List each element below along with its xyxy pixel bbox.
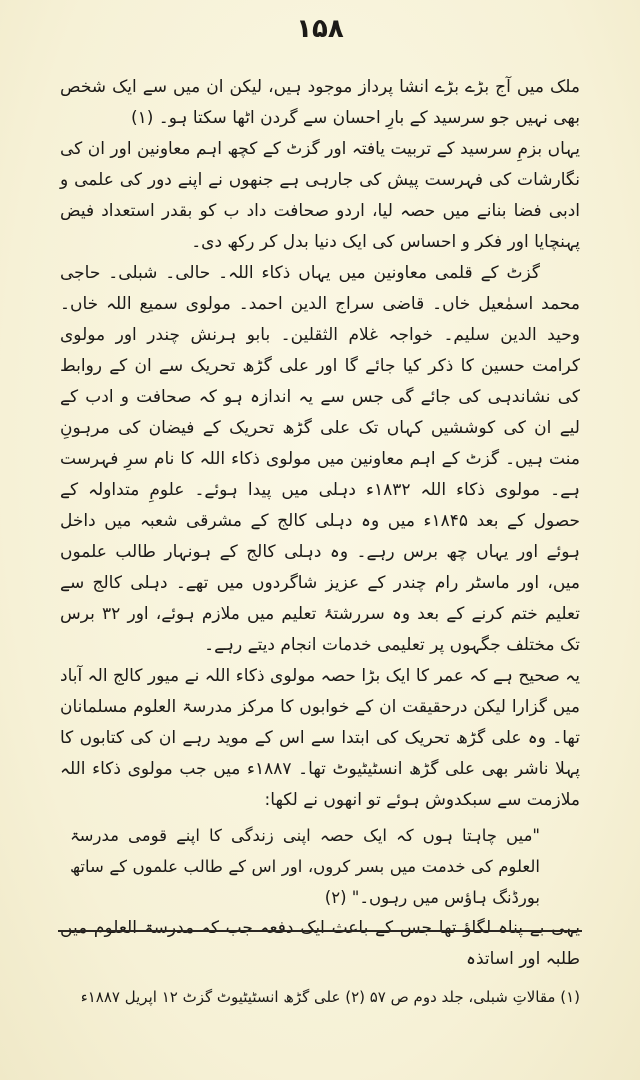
footnote: (۱) مقالاتِ شبلی، جلد دوم ص ۵۷ (۲) علی گڑھ انسٹیٹیوٹ گزٹ ۱۲ اپریل ۱۸۸۷ء: [80, 988, 580, 1006]
footnote-divider: [58, 930, 582, 932]
paragraph-2: یہاں بزمِ سرسید کے تربیت یافتہ اور گزٹ کے کچھ اہم معاونین اور ان کی نگارشات کی فہرست پیش کی جارہی ہے جنھوں نے اپنے دور کی علمی و ادبی فضا بنانے میں حصہ لیا، اردو صحافت داد ب کو بقدر استعداد فیض پہنچایا اور فکر و احساس کی ایک دنیا بدل کر رکھ دی۔: [60, 139, 580, 252]
block-quote: "میں چاہتا ہوں کہ ایک حصہ اپنی زندگی کا اپنے قومی مدرسۃ العلوم کی خدمت میں بسر کروں، اور اس کے طالب علموں کے ساتھ بورڈنگ ہاؤس میں رہوں۔" (۲): [70, 826, 540, 907]
closing-line: یہی بے پناہ لگاؤ تھا جس کے باعث ایک دفعہ جب کہ مدرسۃ العلوم میں طلبہ اور اساتذہ: [60, 918, 580, 969]
body-text: [60, 72, 580, 975]
paragraph-1: ملک میں آج بڑے بڑے انشا پرداز موجود ہیں، لیکن ان میں سے ایک شخص بھی نہیں جو سرسید کے بارِ احسان سے گردن اٹھا سکتا ہو۔ (۱): [60, 77, 580, 128]
page-number: ۱۵۸: [296, 14, 344, 44]
paragraph-3: گزٹ کے قلمی معاونین میں یہاں ذکاء اللہ۔ حالی۔ شبلی۔ حاجی محمد اسمٰعیل خاں۔ قاضی سراج الدین احمد۔ مولوی سمیع اللہ خاں۔ وحید الدین سلیم۔ خواجہ غلام الثقلین۔ بابو ہرنش چندر اور مولوی کرامت حسین کا ذکر کیا جائے گا اور علی گڑھ تحریک سے ان کے روابط کی نشاندہی کی جائے گی جس سے یہ اندازہ ہو کہ صحافت و ادب کے لیے ان کی کوششیں کہاں تک علی گڑھ تحریک کے فیضان کی مرہونِ منت ہیں۔ گزٹ کے اہم معاونین میں مولوی ذکاء اللہ کا نام سرِ فہرست ہے۔ مولوی ذکاء اللہ ۱۸۳۲ء دہلی میں پیدا ہوئے۔ علومِ متداولہ کے حصول کے بعد ۱۸۴۵ء میں وہ دہلی کالج کے مشرقی شعبہ میں داخل ہوئے اور یہاں چھ برس رہے۔ وہ دہلی کالج کے ہونہار طالب علموں میں، اور ماسٹر رام چندر کے عزیز شاگردوں میں تھے۔ دہلی کالج سے تعلیم ختم کرنے کے بعد وہ سررشتۂ تعلیم میں ملازم ہوئے، اور ۳۲ برس تک مختلف جگہوں پر تعلیمی خدمات انجام دیتے رہے۔: [60, 263, 580, 655]
paragraph-4: یہ صحیح ہے کہ عمر کا ایک بڑا حصہ مولوی ذکاء اللہ نے میور کالج الہ آباد میں گزارا لیکن درحقیقت ان کے خوابوں کا مرکز مدرسۃ العلوم مسلمانان تھا۔ وہ علی گڑھ تحریک کی ابتدا سے اس کے موید رہے ان کی کتابوں کا پہلا ناشر بھی علی گڑھ انسٹیٹیوٹ تھا۔ ۱۸۸۷ء میں جب مولوی ذکاء اللہ ملازمت سے سبکدوش ہوئے تو انھوں نے لکھا:: [60, 666, 580, 810]
